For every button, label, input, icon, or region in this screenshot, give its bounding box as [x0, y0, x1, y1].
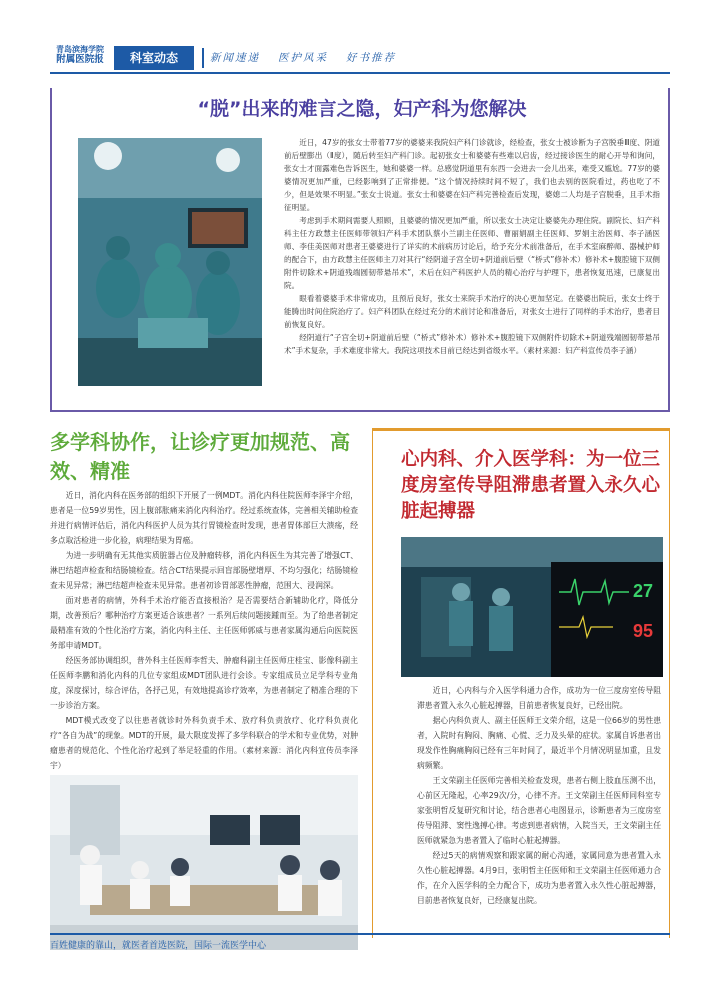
paragraph: 近日，消化内科在医务部的组织下开展了一例MDT。消化内科住院医师李泽宇介绍，患者是一位59岁男性，因上腹部胀痛来消化内科治疗。经过系统查体，完善相关辅助检查并进行病情评估后，消化内科医护人员为其行胃镜检查时发现，患者胃体部巨大溃疡，经多点取活检进一步化验，病理结果为胃癌。	[50, 491, 358, 545]
header-divider	[202, 48, 204, 68]
section-tab: 科室动态	[114, 46, 194, 70]
mdt-meeting-photo	[50, 775, 358, 950]
nav-item-news: 新闻速递	[210, 52, 260, 64]
header-rule	[50, 72, 670, 74]
article-cardiology	[372, 428, 670, 938]
surgery-photo	[78, 138, 262, 386]
monitor-reading-2: 95	[633, 621, 654, 641]
paragraph: 据心内科负责人、副主任医师王文荣介绍，这是一位66岁的男性患者，入院时有胸闷、胸痛、心慌、乏力及头晕的症状。家属自诉患者出现发作性胸痛胸闷已经有三年时间了，最近半个月情况明显加重，且发病频繁。	[417, 716, 661, 770]
article-mdt-body	[50, 488, 358, 773]
paragraph: 经过5天的病情观察和跟家属的耐心沟通，家属同意为患者置入永久性心脏起搏器。4月9日，张明哲主任医师和王文荣副主任医师通力合作，在介入医学科的全力配合下，成功为患者置入永久性心脏起搏器，目前患者恢复良好，已经康复出院。	[417, 851, 661, 905]
footer-rule	[50, 933, 670, 935]
paragraph: 考虑到手术期间需要人照顾，且婆婆的情况更加严重，所以张女士决定让婆婆先办理住院。副院长、妇产科科主任方政慧主任医师带领妇产科手术团队蔡小兰副主任医师、曹丽娟副主任医师、罗娟主治医师、李子涵医师、李佳美医师对患者王婆婆进行了详实的术前病历讨论后，给予充分术前准备后，在手术室麻醉师、器械护师的配合下，由方政慧主任医师主刀对其行“经阴道子宫全切+阴道前后壁（“桥式”修补术）修补术+腹腔镜下双侧附件切除术+阴道残端圆韧带悬吊术”，术后在妇产科医护人员的精心治疗与护理下，患者恢复迅速，已康复出院。	[284, 216, 660, 290]
article-cardiology-title: 心内科、介入医学科：为一位三度房室传导阻滞患者置入永久心脏起搏器	[401, 449, 661, 522]
article-cardiology-body	[417, 683, 661, 908]
section-nav	[210, 50, 396, 65]
cath-lab-photo	[401, 537, 663, 677]
paragraph: 为进一步明确有无其他实质脏器占位及肿瘤转移，消化内科医生为其完善了增强CT、淋巴结超声检查和结肠镜检查。结合CT结果提示回盲部肠壁增厚、不均匀强化；结肠镜检查未见异常；淋巴结超声检查未见异常。患者初诊胃部恶性肿瘤，范围大、浸润深。	[50, 551, 358, 590]
nav-item-staff: 医护风采	[278, 52, 328, 64]
article-gynecology	[50, 88, 670, 412]
paragraph: 经阴道行“子宫全切+阴道前后壁（“桥式”修补术）修补术+腹腔镜下双侧附件切除术+阴道残端圆韧带悬吊术”手术复杂，手术难度非常大。我院这项技术目前已经达到省级水平。（素材来源：妇产科宣传员李子涵）	[284, 333, 660, 355]
logo-line-1: 青岛滨海学院	[56, 44, 104, 54]
monitor-reading-1: 27	[633, 581, 654, 601]
article-mdt-title: 多学科协作，让诊疗更加规范、高效、精准	[50, 430, 350, 483]
paragraph: 王文荣副主任医师完善相关检查发现，患者右侧上肢血压测不出，心前区无隆起，心率29次/分，心律不齐。王文荣副主任医师同科室专家张明哲反复研究和讨论，结合患者心电图显示，诊断患者为三度房室传导阻滞、窦性逸搏心律。考虑到患者病情，入院当天，王文荣副主任医师就紧急为患者置入了临时心脏起搏器。	[417, 776, 661, 845]
footer-slogan: 百姓健康的靠山，就医者首选医院，国际一流医学中心	[50, 941, 267, 951]
paragraph: 经医务部协调组织，普外科主任医师李哲夫、肿瘤科副主任医师庄桂宝、影像科副主任医师李鹏和消化内科的几位专家组成MDT团队进行会诊。专家组成员立足学科专业角度，深度探讨，综合评估，各抒己见，有效地提高诊疗效率，为患者制定了精准合理的下一步诊治方案。	[50, 656, 358, 710]
newspaper-logo	[50, 44, 110, 66]
paragraph: 面对患者的病情，外科手术治疗能否直接根治？是否需要结合新辅助化疗，降低分期，改善预后？哪种治疗方案更适合该患者？一系列后续问题接踵而至。为了给患者制定最精准有效的个性化治疗方案，消化内科主任、主任医师郭威与患者家属沟通后向医院医务部申请MDT。	[50, 596, 358, 650]
article-gynecology-title: “脱”出来的难言之隐，妇产科为您解决	[197, 98, 527, 120]
paragraph: 近日，心内科与介入医学科通力合作，成功为一位三度房室传导阻滞患者置入永久心脏起搏器，目前患者恢复良好，已经出院。	[417, 686, 661, 710]
page-header	[0, 0, 720, 80]
logo-line-2: 附属医院报	[56, 54, 104, 65]
article-gynecology-body	[284, 136, 660, 357]
paragraph: 近日，47岁的张女士带着77岁的婆婆来我院妇产科门诊就诊，经检查，张女士被诊断为子宫脱垂Ⅲ度、阴道前后壁膨出（Ⅱ度），随后转至妇产科门诊。起初张女士和婆婆有些难以启齿，经过接诊医生的耐心开导和询问，张女士才面露难色告诉医生，她和婆婆一样。总感觉阴道里有东西一会进去一会儿出来，难受又尴尬。77岁的婆婆情况更加严重，已经影响到了正常排便。“这个情况持续时间不短了，我们也去别的医院看过，药也吃了不少，但是效果不明显。”张女士说道。张女士和婆婆在妇产科完善检查后发现，婆媳二人均是子宫脱垂，且手术指征明显。	[284, 138, 660, 212]
paragraph: 眼看着婆婆手术非常成功，且预后良好，张女士来院手术治疗的决心更加坚定。在婆婆出院后，张女士终于能腾出时间住院治疗了。妇产科团队在经过充分的术前讨论和准备后，对张女士进行了同样的手术治疗，患者目前恢复良好。	[284, 294, 660, 329]
paragraph: MDT模式改变了以往患者就诊时外科负责手术、放疗科负责放疗、化疗科负责化疗“各自为战”的现象。MDT的开展，最大限度发挥了多学科联合的学术和专业优势，对肿瘤患者的规范化、个性化治疗起到了举足轻重的作用。（素材来源：消化内科宣传员李泽宇）	[50, 716, 358, 770]
nav-item-books: 好书推荐	[346, 52, 396, 64]
